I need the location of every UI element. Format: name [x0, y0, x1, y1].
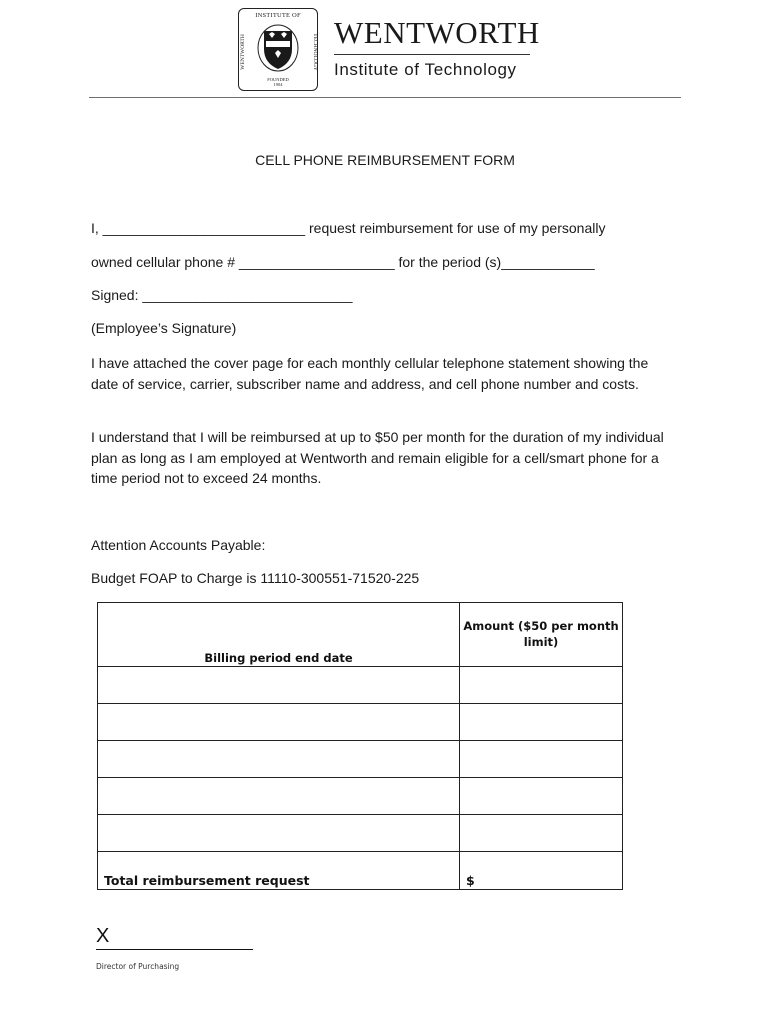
- reimbursement-terms-paragraph: I understand that I will be reimbursed at up to $50 per month for the duration of my individual plan as long as I am employed at Wentworth and remain eligible for a cell/smart phone for a time period not to exceed 24 months.: [91, 429, 664, 486]
- amount-cell[interactable]: [460, 778, 623, 815]
- total-label: Total reimbursement request: [98, 852, 460, 890]
- director-signature-label: Director of Purchasing: [96, 962, 180, 971]
- amount-cell[interactable]: [460, 704, 623, 741]
- seal-right-text: TECHNOLOGY: [312, 33, 319, 71]
- table-row: [98, 667, 623, 704]
- phone-period-line[interactable]: owned cellular phone # ____________________ for the period (s)____________: [91, 254, 595, 270]
- institute-seal: [238, 8, 318, 91]
- total-row: [98, 852, 623, 890]
- table-row: [98, 741, 623, 778]
- amount-cell[interactable]: [460, 667, 623, 704]
- requester-name-line[interactable]: I, __________________________ request reimbursement for use of my personally: [91, 220, 606, 236]
- billing-period-cell[interactable]: [98, 778, 460, 815]
- table-row: [98, 778, 623, 815]
- seal-founded-text: FOUNDED 1904: [267, 77, 289, 87]
- billing-period-cell[interactable]: [98, 815, 460, 852]
- shield-crest-icon: [257, 23, 299, 73]
- table-header-row: [98, 603, 623, 667]
- budget-foap-line: Budget FOAP to Charge is 11110-300551-71520-225: [91, 570, 420, 586]
- table-row: [98, 704, 623, 741]
- signed-line[interactable]: Signed: ___________________________: [91, 287, 353, 303]
- seal-top-text: INSTITUTE OF: [255, 12, 301, 19]
- billing-period-cell[interactable]: [98, 704, 460, 741]
- signature-caption: (Employee’s Signature): [91, 320, 237, 336]
- wordmark-divider: [334, 54, 530, 55]
- form-title: CELL PHONE REIMBURSEMENT FORM: [255, 152, 515, 168]
- amount-cell[interactable]: [460, 741, 623, 778]
- total-amount-cell[interactable]: $: [460, 852, 623, 890]
- header-divider: [89, 97, 681, 98]
- billing-period-cell[interactable]: [98, 667, 460, 704]
- attachment-paragraph: I have attached the cover page for each monthly cellular telephone statement showing the date of service, carrier, subscriber name and address, and cell phone number and costs.: [91, 355, 649, 392]
- amount-header: Amount ($50 per month limit): [460, 603, 623, 667]
- seal-left-text: WENTWORTH: [239, 34, 246, 70]
- attention-line: Attention Accounts Payable:: [91, 537, 266, 553]
- billing-table: [97, 602, 623, 890]
- institute-subtitle: Institute of Technology: [334, 60, 517, 79]
- table-row: [98, 815, 623, 852]
- signature-mark: X: [96, 925, 110, 947]
- institute-wordmark: WENTWORTH: [334, 15, 540, 50]
- billing-period-header: Billing period end date: [98, 603, 460, 667]
- billing-period-cell[interactable]: [98, 741, 460, 778]
- director-signature-line[interactable]: [96, 949, 253, 950]
- amount-cell[interactable]: [460, 815, 623, 852]
